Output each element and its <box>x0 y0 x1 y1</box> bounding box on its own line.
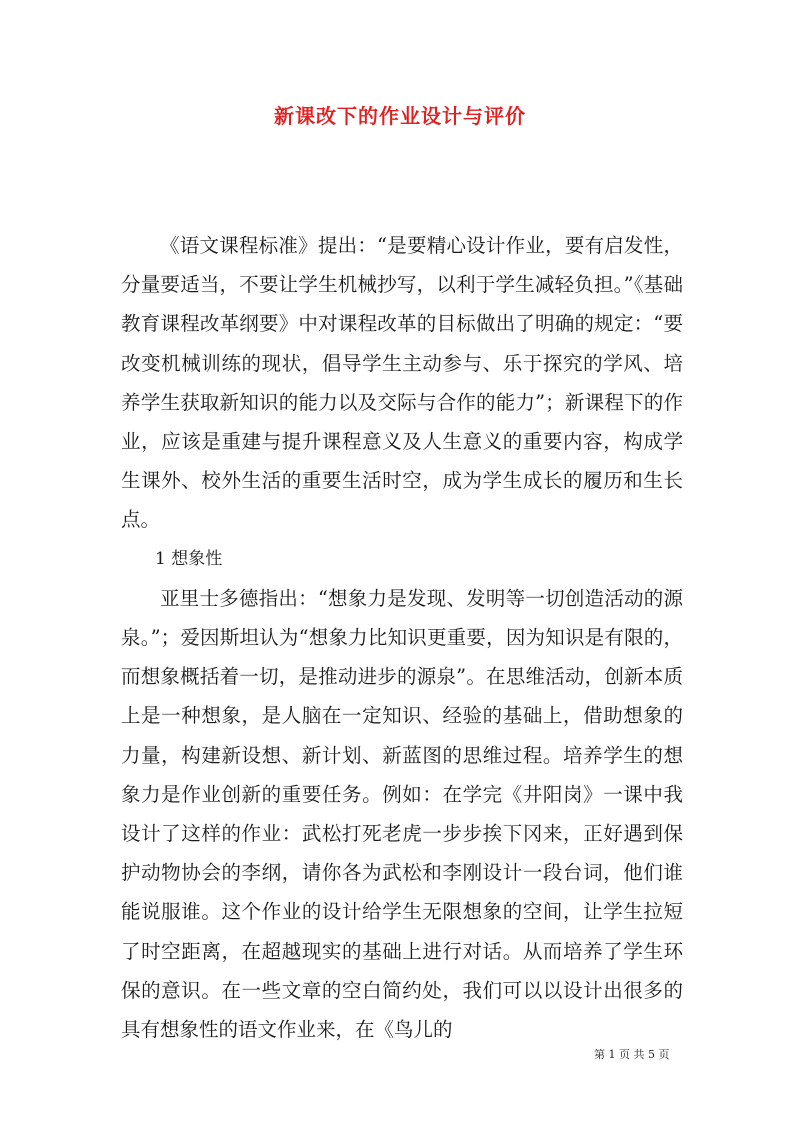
section-heading: 1 想象性 <box>155 548 223 569</box>
paragraph-imagination: 亚里士多德指出：“想象力是发现、发明等一切创造活动的源泉。”；爱因斯坦认为“想象力比知识更重要，因为知识是有限的，而想象概括着一切，是推动进步的源泉”。在思维活动，创新本质上是一种想象，是人脑在一定知识、经验的基础上，借助想象的力量，构建新设想、新计划、新蓝图的思维过程。培养学生的想象力是作业创新的重要任务。例如：在学完《井阳岗》一课中我设计了这样的作业：武松打死老虎一步步挨下冈来，正好遇到保护动物协会的李纲，请你各为武松和李刚设计一段台词，他们谁能说服谁。这个作业的设计给学生无限想象的空间，让学生拉短了时空距离，在超越现实的基础上进行对话。从而培养了学生环保的意识。在一些文章的空白简约处，我们可以以设计出很多的具有想象性的语文作业来，在《鸟儿的 <box>121 586 683 1042</box>
paragraph-intro: 《语文课程标准》提出：“是要精心设计作业，要有启发性，分量要适当，不要让学生机械抄写，以利于学生减轻负担。”《基础教育课程改革纲要》中对课程改革的目标做出了明确的规定：“要改变机械训练的现状，倡导学生主动参与、乐于探究的学风、培养学生获取新知识的能力以及交际与合作的能力”；新课程下的作业，应该是重建与提升课程意义及人生意义的重要内容，构成学生课外、校外生活的重要生活时空，成为学生成长的履历和生长点。 <box>121 234 683 532</box>
document-body <box>121 226 683 1049</box>
document-title: 新课改下的作业设计与评价 <box>274 104 526 128</box>
page-footer: 第 1 页 共 5 页 <box>594 1048 670 1061</box>
